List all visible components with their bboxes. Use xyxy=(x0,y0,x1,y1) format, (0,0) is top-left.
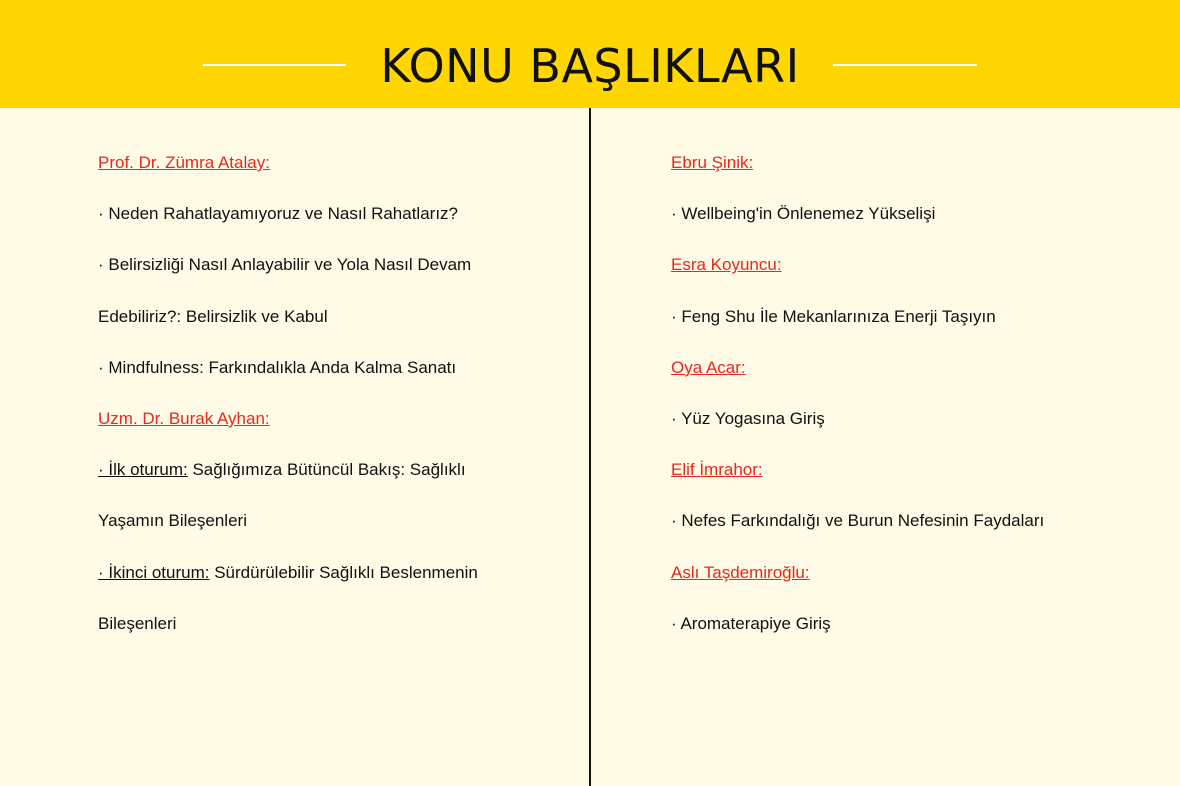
speaker-name: Esra Koyuncu: xyxy=(671,255,782,275)
speaker-esra-koyuncu xyxy=(671,246,1151,297)
speaker-name: Ebru Şinik: xyxy=(671,153,754,172)
session-second xyxy=(98,554,568,605)
right-column xyxy=(671,144,1151,656)
topic-item: · Neden Rahatlayamıyoruz ve Nasıl Rahatlarız? xyxy=(98,204,458,224)
session-label: · İkinci oturum: xyxy=(98,562,210,582)
speaker-name: Prof. Dr. Zümra Atalay: xyxy=(98,153,270,172)
session-label: · İlk oturum: xyxy=(98,460,188,480)
left-column xyxy=(98,144,568,656)
title-banner xyxy=(0,0,1180,108)
session-title: Sürdürülebilir Sağlıklı Beslenmenin xyxy=(209,562,478,582)
speaker-name: Uzm. Dr. Burak Ayhan: xyxy=(98,408,270,428)
speaker-name: Oya Acar: xyxy=(671,357,746,377)
speaker-name: Aslı Taşdemiroğlu: xyxy=(671,562,810,582)
topic-item: · Feng Shu İle Mekanlarınıza Enerji Taşıyın xyxy=(671,306,996,326)
topic-item: · Yüz Yogasına Giriş xyxy=(671,408,825,428)
session-title: Sağlığımıza Bütüncül Bakış: Sağlıklı xyxy=(187,460,466,480)
session-first-continuation: Yaşamın Bileşenleri xyxy=(98,511,247,531)
topic-item: · Nefes Farkındalığı ve Burun Nefesinin Faydaları xyxy=(671,511,1045,531)
topic-item: · Wellbeing'in Önlenemez Yükselişi xyxy=(671,204,936,224)
speaker-ebru-sinik xyxy=(671,144,1151,195)
topic-item-continuation: Edebiliriz?: Belirsizlik ve Kabul xyxy=(98,306,328,326)
column-divider xyxy=(589,108,591,786)
speaker-burak-ayhan xyxy=(98,400,568,451)
topic-item: · Mindfulness: Farkındalıkla Anda Kalma Sanatı xyxy=(98,357,457,377)
speaker-zumra-atalay xyxy=(98,144,568,195)
speaker-oya-acar xyxy=(671,349,1151,400)
session-first xyxy=(98,451,568,502)
title-rule-right xyxy=(833,64,977,66)
speaker-name: Elif İmrahor: xyxy=(671,460,763,480)
topic-item: · Aromaterapiye Giriş xyxy=(671,613,831,633)
session-second-continuation: Bileşenleri xyxy=(98,613,177,633)
speaker-asli-tasdemiroglu xyxy=(671,554,1151,605)
topic-item: · Belirsizliği Nasıl Anlayabilir ve Yola Nasıl Devam xyxy=(98,255,472,275)
page-title: KONU BAŞLIKLARI xyxy=(380,39,800,93)
speaker-elif-imrahor xyxy=(671,451,1151,502)
